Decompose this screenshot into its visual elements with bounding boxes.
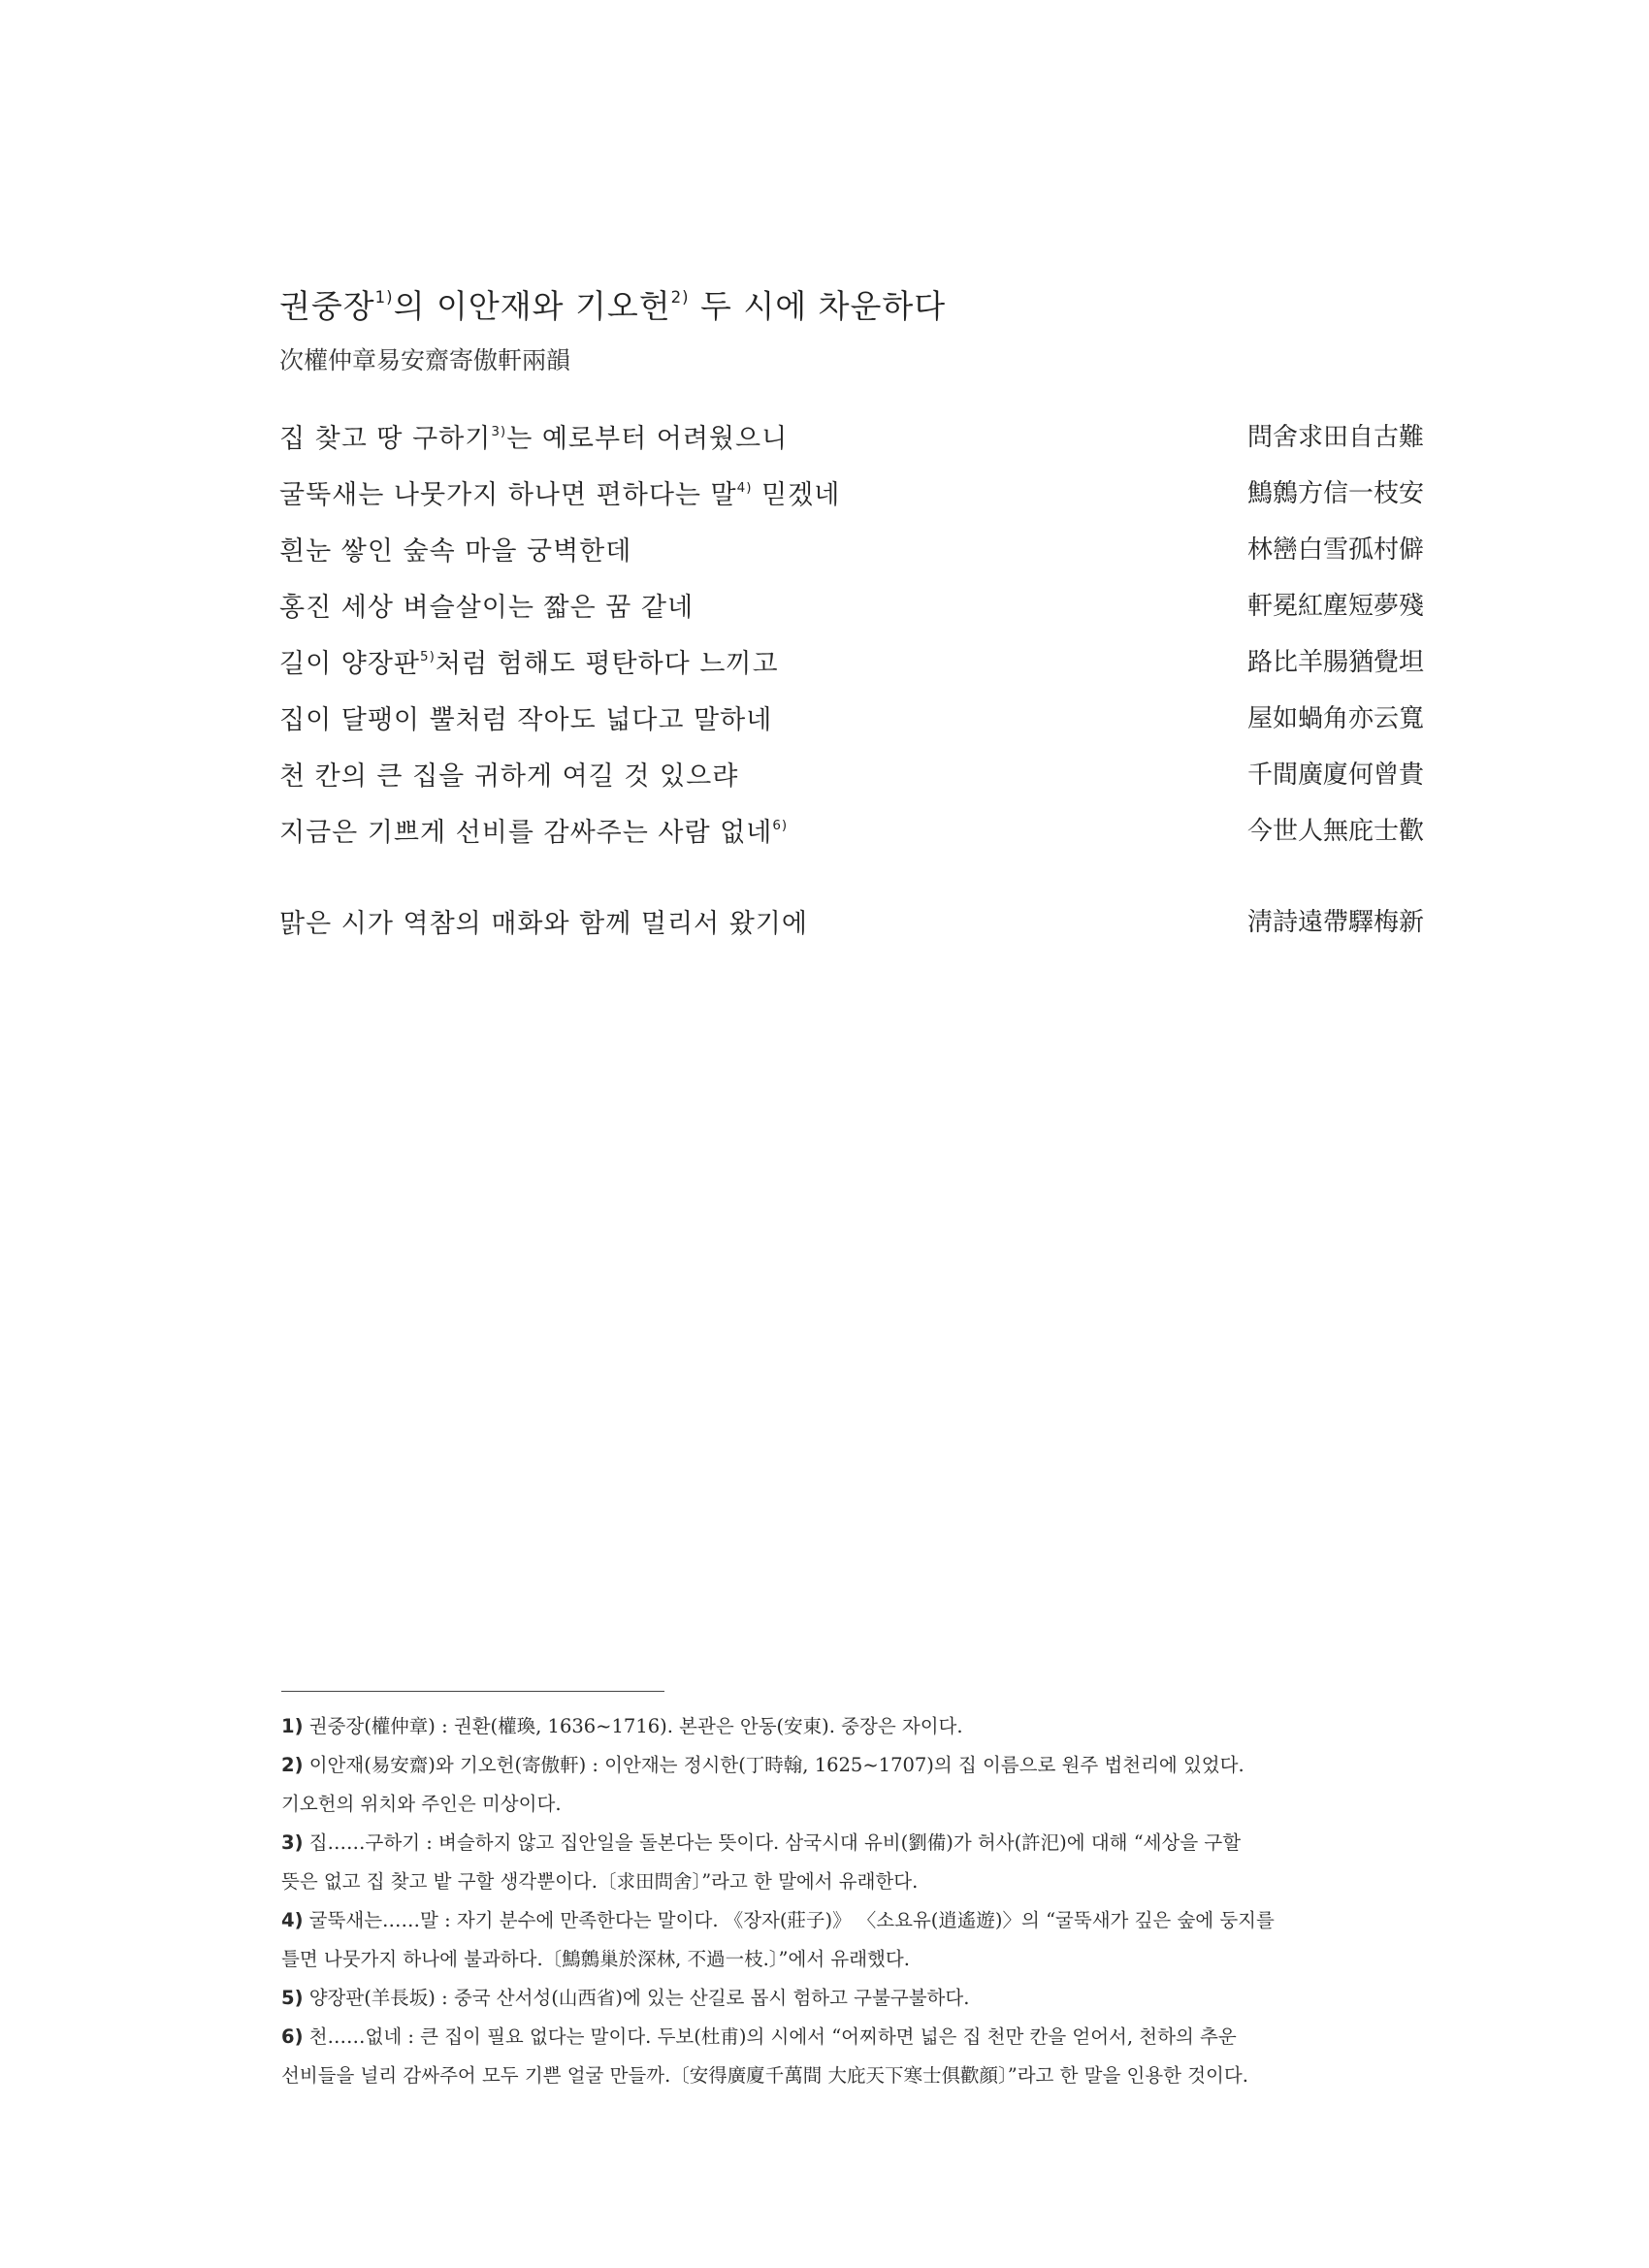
title-part-1: 권중장 — [279, 287, 375, 325]
poem-line — [279, 473, 1424, 530]
footnote-number: 5) — [281, 1987, 304, 2009]
korean-text: 집이 달팽이 뿔처럼 작아도 넓다고 말하네 — [279, 705, 773, 735]
poem-line-korean — [279, 755, 738, 793]
poem-line-korean — [279, 698, 772, 736]
poem-title — [279, 281, 946, 327]
korean-text: 믿겠네 — [752, 480, 841, 510]
footnote-text: 천……없네 : 큰 집이 필요 없다는 말이다. 두보(杜甫)의 시에서 “어찌하면 넓은 집 천만 칸을 얻어서, 천하의 추운 — [308, 2025, 1237, 2048]
poem-line — [279, 586, 1424, 642]
poem-line-hanja: 淸詩遠帶驛梅新 — [1246, 908, 1424, 937]
footnote-ref: 5) — [420, 648, 436, 664]
footnote-ref: 6) — [772, 817, 789, 833]
footnote-text: 뜻은 없고 집 찾고 밭 구할 생각뿐이다.〔求田問舍〕”라고 한 말에서 유래한다. — [281, 1870, 919, 1893]
korean-text: 맑은 시가 역참의 매화와 함께 멀리서 왔기에 — [279, 909, 808, 939]
poem-line-hanja: 鷦鷯方信一枝安 — [1246, 479, 1424, 508]
poem-line-hanja: 千間廣廈何曾貴 — [1246, 761, 1424, 790]
footnote — [281, 1901, 1426, 1979]
poem-line-korean — [279, 811, 788, 849]
footnote-number: 3) — [281, 1831, 304, 1854]
poem-line — [279, 530, 1424, 586]
poem-body — [279, 417, 1424, 958]
poem-line-hanja: 問舍求田自古難 — [1246, 423, 1424, 452]
footnote-divider — [281, 1691, 664, 1692]
poem-line-hanja: 今世人無庇士歡 — [1246, 817, 1424, 846]
footnote-ref-1: 1) — [374, 288, 394, 308]
poem-line-korean — [279, 586, 694, 624]
korean-text: 홍진 세상 벼슬살이는 짧은 꿈 같네 — [279, 593, 695, 623]
poem-line-hanja: 林巒白雪孤村僻 — [1246, 535, 1424, 565]
korean-text: 처럼 험해도 평탄하다 느끼고 — [435, 649, 779, 679]
poem-line — [279, 417, 1424, 473]
poem-line-hanja: 軒冕紅塵短夢殘 — [1246, 592, 1424, 621]
poem-line-korean — [279, 902, 808, 940]
footnote-number: 1) — [281, 1715, 304, 1737]
footnote-number: 6) — [281, 2025, 304, 2048]
footnote-ref: 3) — [491, 423, 507, 439]
footnote-text: 굴뚝새는……말 : 자기 분수에 만족한다는 말이다. 《장자(莊子)》 〈소요유(逍遙遊)〉의 “굴뚝새가 깊은 숲에 둥지를 — [308, 1909, 1275, 1931]
footnote — [281, 1979, 1426, 2018]
korean-text: 길이 양장판 — [279, 649, 420, 679]
korean-text: 굴뚝새는 나뭇가지 하나면 편하다는 말 — [279, 480, 737, 510]
poem-line — [279, 642, 1424, 698]
poem-line — [279, 902, 1424, 958]
footnote-ref: 4) — [736, 479, 753, 496]
poem-line — [279, 811, 1424, 867]
korean-text: 는 예로부터 어려웠으니 — [506, 424, 789, 454]
poem-line-korean — [279, 642, 779, 680]
korean-text: 천 칸의 큰 집을 귀하게 여길 것 있으랴 — [279, 761, 739, 792]
poem-line-korean — [279, 530, 631, 567]
footnote-text: 집……구하기 : 벼슬하지 않고 집안일을 돌본다는 뜻이다. 삼국시대 유비(劉備)가 허사(許汜)에 대해 “세상을 구할 — [308, 1831, 1242, 1854]
footnote-text: 기오헌의 위치와 주인은 미상이다. — [281, 1793, 562, 1815]
poem-subtitle-hanja: 次權仲章易安齋寄傲軒兩韻 — [279, 346, 571, 374]
footnote-ref-2: 2) — [670, 288, 690, 308]
korean-text: 흰눈 쌓인 숲속 마을 궁벽한데 — [279, 536, 632, 567]
footnote — [281, 2018, 1426, 2095]
footnote-text: 틀면 나뭇가지 하나에 불과하다.〔鷦鷯巢於深林, 不過一枝.〕”에서 유래했다. — [281, 1948, 910, 1970]
footnote-number: 4) — [281, 1909, 304, 1931]
footnotes — [281, 1707, 1426, 2095]
title-part-3: 두 시에 차운하다 — [689, 287, 947, 325]
footnote-text: 선비들을 널리 감싸주어 모두 기쁜 얼굴 만들까.〔安得廣廈千萬間 大庇天下寒士俱歡顔〕”라고 한 말을 인용한 것이다. — [281, 2064, 1248, 2087]
footnote — [281, 1746, 1426, 1824]
footnote — [281, 1824, 1426, 1901]
poem-line-hanja: 屋如蝸角亦云寬 — [1246, 704, 1424, 733]
footnote-number: 2) — [281, 1754, 304, 1776]
poem-line-korean — [279, 473, 840, 511]
footnote — [281, 1707, 1426, 1746]
footnote-text: 이안재(易安齋)와 기오헌(寄傲軒) : 이안재는 정시한(丁時翰, 1625~1707)의 집 이름으로 원주 법천리에 있었다. — [308, 1754, 1245, 1776]
title-part-2: 의 이안재와 기오헌 — [393, 287, 671, 325]
footnote-text: 양장판(羊長坂) : 중국 산서성(山西省)에 있는 산길로 몹시 험하고 구불구불하다. — [308, 1987, 970, 2009]
poem-line — [279, 755, 1424, 811]
poem-line — [279, 698, 1424, 755]
korean-text: 지금은 기쁘게 선비를 감싸주는 사람 없네 — [279, 818, 773, 848]
poem-line-korean — [279, 417, 788, 455]
footnote-text: 권중장(權仲章) : 권환(權瑍, 1636~1716). 본관은 안동(安東). 중장은 자이다. — [308, 1715, 963, 1737]
poem-line-hanja: 路比羊腸猶覺坦 — [1246, 648, 1424, 677]
korean-text: 집 찾고 땅 구하기 — [279, 424, 492, 454]
